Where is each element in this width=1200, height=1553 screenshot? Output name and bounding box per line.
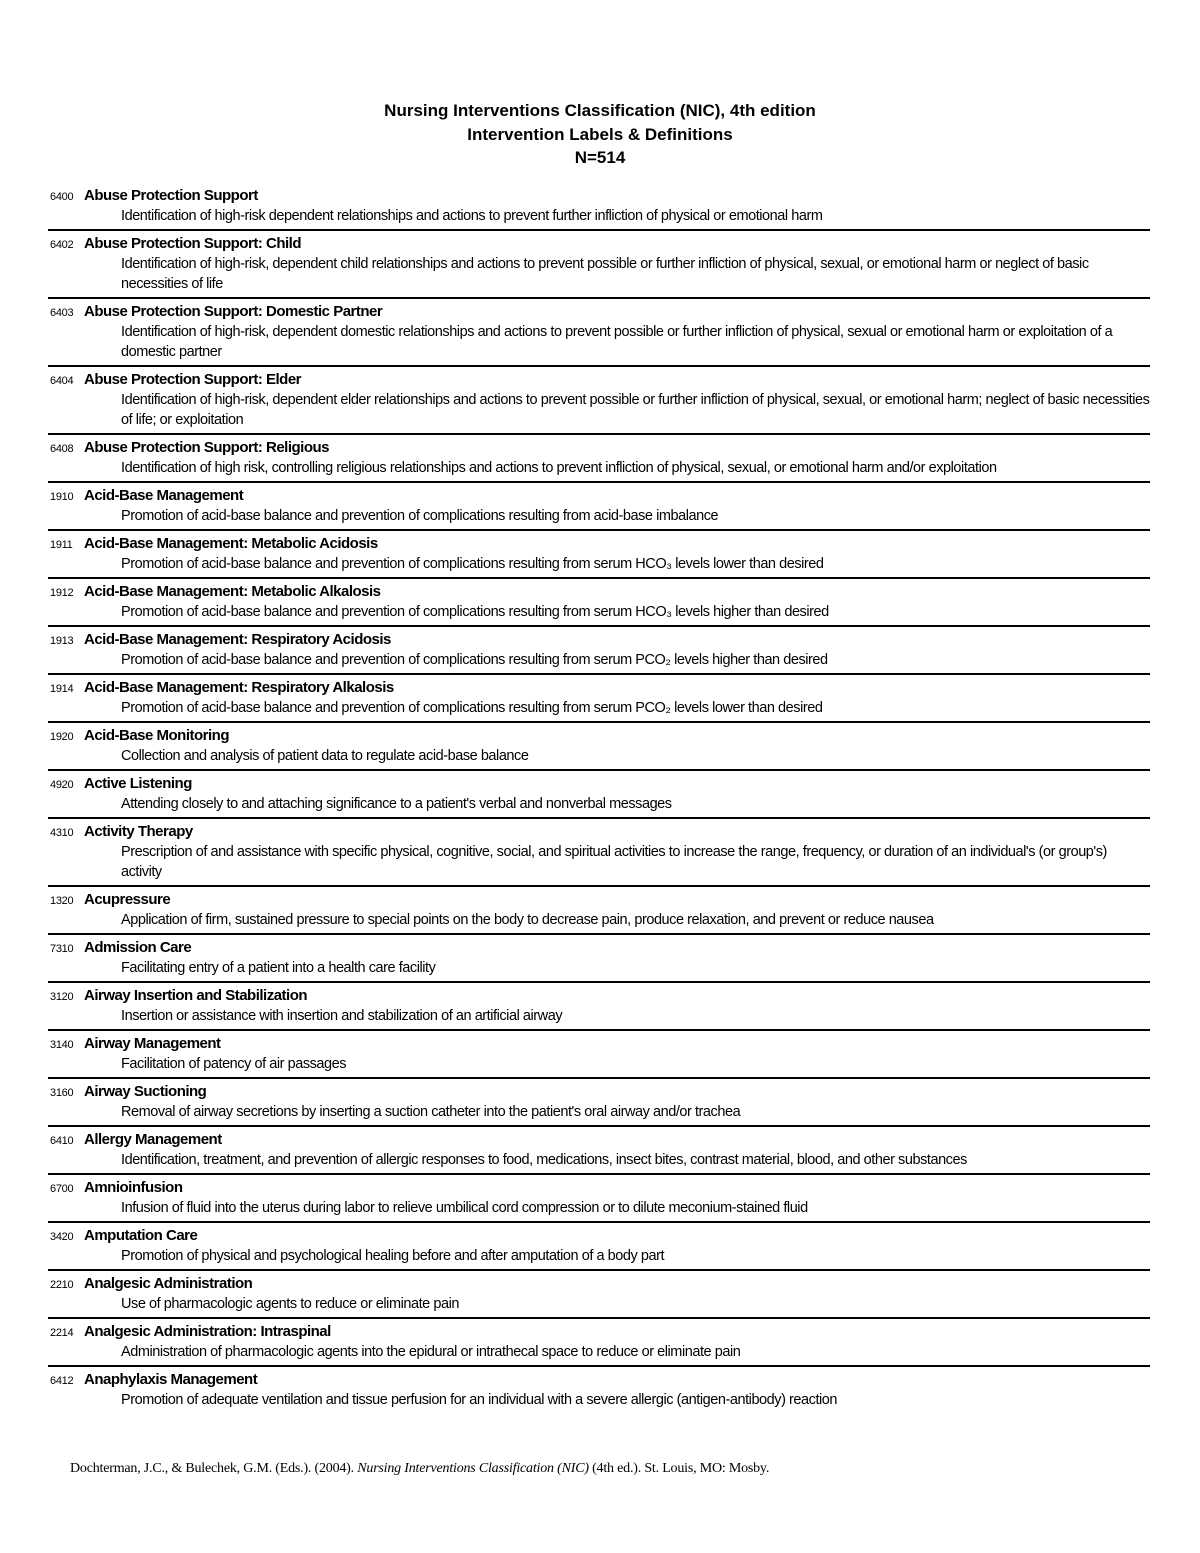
intervention-entry [48, 1033, 1150, 1079]
intervention-label: Anaphylaxis Management [84, 1370, 258, 1388]
entry-header [48, 1273, 1150, 1294]
entry-header [48, 1321, 1150, 1342]
intervention-definition: Removal of airway secretions by inserting a suction catheter into the patient's oral airway and/or trachea [121, 1103, 741, 1120]
intervention-definition: Promotion of acid-base balance and prevention of complications resulting from serum PCO₂ levels lower than desired [121, 699, 823, 716]
intervention-label: Amputation Care [84, 1226, 198, 1244]
intervention-code: 1911 [50, 538, 73, 551]
intervention-entry [48, 629, 1150, 675]
intervention-code: 6700 [50, 1182, 74, 1195]
title-line-1: Nursing Interventions Classification (NIC), 4th edition [384, 101, 816, 120]
intervention-label: Acid-Base Management: Metabolic Alkalosis [84, 582, 381, 600]
entry-header [48, 725, 1150, 746]
intervention-entry [48, 233, 1150, 299]
intervention-definition: Identification of high-risk, dependent elder relationships and actions to prevent possible or further infliction of physical, sexual, or emotional harm; neglect of basic necessities of life; or exploitation [121, 391, 1150, 428]
entry-header [48, 1369, 1150, 1390]
intervention-label: Allergy Management [84, 1130, 222, 1148]
intervention-label: Abuse Protection Support: Domestic Partner [84, 302, 383, 320]
intervention-code: 6403 [50, 306, 74, 319]
intervention-definition: Use of pharmacologic agents to reduce or eliminate pain [121, 1295, 459, 1312]
intervention-code: 7310 [50, 942, 74, 955]
intervention-label: Abuse Protection Support [84, 186, 258, 204]
intervention-code: 1320 [50, 894, 74, 907]
intervention-entry [48, 677, 1150, 723]
entry-header [48, 437, 1150, 458]
entry-header [48, 485, 1150, 506]
intervention-code: 6402 [50, 238, 74, 251]
intervention-definition: Identification of high-risk, dependent domestic relationships and actions to prevent possible or further infliction of physical, sexual or emotional harm or exploitation of a domestic partner [121, 323, 1113, 360]
entry-header [48, 985, 1150, 1006]
intervention-code: 1913 [50, 634, 74, 647]
intervention-definition: Prescription of and assistance with specific physical, cognitive, social, and spiritual activities to increase the range, frequency, or duration of an individual's (or group's) activity [121, 843, 1107, 880]
intervention-code: 6408 [50, 442, 74, 455]
intervention-definition: Infusion of fluid into the uterus during labor to relieve umbilical cord compression or to dilute meconium-stained fluid [121, 1199, 808, 1216]
intervention-entry [48, 937, 1150, 983]
intervention-definition: Promotion of acid-base balance and prevention of complications resulting from serum HCO₃ levels lower than desired [121, 555, 824, 572]
intervention-code: 6412 [50, 1374, 74, 1387]
intervention-code: 1912 [50, 586, 74, 599]
intervention-entry [48, 889, 1150, 935]
intervention-label: Acid-Base Monitoring [84, 726, 230, 744]
intervention-code: 3140 [50, 1038, 74, 1051]
intervention-label: Airway Management [84, 1034, 221, 1052]
intervention-label: Active Listening [84, 774, 192, 792]
intervention-entry [48, 485, 1150, 531]
reference-title: Nursing Interventions Classification (NIC) [357, 1460, 589, 1476]
intervention-definition: Promotion of acid-base balance and prevention of complications resulting from serum HCO₃ levels higher than desired [121, 603, 829, 620]
intervention-label: Acid-Base Management [84, 486, 244, 504]
intervention-label: Acid-Base Management: Respiratory Acidosis [84, 630, 391, 648]
intervention-entry [48, 533, 1150, 579]
intervention-label: Acid-Base Management: Metabolic Acidosis [84, 534, 378, 552]
entry-header [48, 1033, 1150, 1054]
intervention-label: Activity Therapy [84, 822, 193, 840]
intervention-definition: Facilitation of patency of air passages [121, 1055, 347, 1072]
intervention-definition: Attending closely to and attaching significance to a patient's verbal and nonverbal messages [121, 795, 672, 812]
intervention-list [48, 185, 1150, 1415]
intervention-code: 2210 [50, 1278, 74, 1291]
intervention-entry [48, 725, 1150, 771]
intervention-definition: Promotion of adequate ventilation and tissue perfusion for an individual with a severe allergic (antigen-antibody) reaction [121, 1391, 838, 1408]
document-title [0, 99, 1200, 170]
intervention-definition: Administration of pharmacologic agents into the epidural or intrathecal space to reduce or eliminate pain [121, 1343, 741, 1360]
intervention-label: Airway Suctioning [84, 1082, 207, 1100]
intervention-definition: Facilitating entry of a patient into a health care facility [121, 959, 436, 976]
title-line-3: N=514 [574, 148, 626, 167]
intervention-code: 3420 [50, 1230, 74, 1243]
intervention-label: Acid-Base Management: Respiratory Alkalosis [84, 678, 394, 696]
intervention-label: Airway Insertion and Stabilization [84, 986, 308, 1004]
entry-header [48, 937, 1150, 958]
intervention-code: 1920 [50, 730, 74, 743]
intervention-entry [48, 821, 1150, 887]
intervention-code: 1910 [50, 490, 74, 503]
intervention-label: Abuse Protection Support: Elder [84, 370, 302, 388]
entry-header [48, 369, 1150, 390]
intervention-entry [48, 985, 1150, 1031]
entry-header [48, 1177, 1150, 1198]
intervention-definition: Identification, treatment, and prevention of allergic responses to food, medications, insect bites, contrast material, blood, and other substances [121, 1151, 967, 1168]
intervention-entry [48, 1321, 1150, 1367]
intervention-label: Acupressure [84, 890, 171, 908]
intervention-code: 4310 [50, 826, 74, 839]
intervention-entry [48, 1273, 1150, 1319]
entry-header [48, 629, 1150, 650]
intervention-entry [48, 1369, 1150, 1413]
entry-header [48, 677, 1150, 698]
intervention-entry [48, 1081, 1150, 1127]
intervention-definition: Promotion of acid-base balance and prevention of complications resulting from acid-base imbalance [121, 507, 719, 524]
entry-header [48, 1225, 1150, 1246]
intervention-entry [48, 301, 1150, 367]
intervention-entry [48, 1225, 1150, 1271]
intervention-label: Abuse Protection Support: Religious [84, 438, 330, 456]
intervention-definition: Collection and analysis of patient data to regulate acid-base balance [121, 747, 529, 764]
reference-citation [70, 1460, 1200, 1518]
intervention-entry [48, 1129, 1150, 1175]
intervention-entry [48, 773, 1150, 819]
intervention-entry [48, 369, 1150, 435]
intervention-entry [48, 185, 1150, 231]
entry-header [48, 185, 1150, 206]
intervention-entry [48, 1177, 1150, 1223]
entry-header [48, 533, 1150, 554]
intervention-definition: Application of firm, sustained pressure to special points on the body to decrease pain, produce relaxation, and prevent or reduce nausea [121, 911, 934, 928]
intervention-code: 3160 [50, 1086, 74, 1099]
intervention-label: Abuse Protection Support: Child [84, 234, 301, 252]
entry-header [48, 301, 1150, 322]
intervention-code: 2214 [50, 1326, 74, 1339]
intervention-entry [48, 437, 1150, 483]
intervention-label: Amnioinfusion [84, 1178, 183, 1196]
intervention-label: Admission Care [84, 938, 192, 956]
intervention-label: Analgesic Administration: Intraspinal [84, 1322, 331, 1340]
intervention-code: 6410 [50, 1134, 74, 1147]
intervention-definition: Promotion of physical and psychological healing before and after amputation of a body part [121, 1247, 665, 1264]
intervention-code: 6404 [50, 374, 74, 387]
intervention-entry [48, 581, 1150, 627]
intervention-definition: Identification of high-risk dependent relationships and actions to prevent further infliction of physical or emotional harm [121, 207, 823, 224]
intervention-label: Analgesic Administration [84, 1274, 253, 1292]
intervention-code: 6400 [50, 190, 74, 203]
intervention-definition: Promotion of acid-base balance and prevention of complications resulting from serum PCO₂ levels higher than desired [121, 651, 828, 668]
entry-header [48, 581, 1150, 602]
entry-header [48, 1081, 1150, 1102]
intervention-code: 1914 [50, 682, 74, 695]
entry-header [48, 233, 1150, 254]
intervention-code: 4920 [50, 778, 74, 791]
entry-header [48, 821, 1150, 842]
title-line-2: Intervention Labels & Definitions [467, 124, 733, 144]
intervention-definition: Insertion or assistance with insertion and stabilization of an artificial airway [121, 1007, 563, 1024]
entry-header [48, 773, 1150, 794]
intervention-code: 3120 [50, 990, 74, 1003]
reference-publisher: (4th ed.). St. Louis, MO: Mosby. [588, 1460, 770, 1476]
intervention-definition: Identification of high-risk, dependent child relationships and actions to prevent possible or further infliction of physical, sexual, or emotional harm or neglect of basic necessities of life [121, 255, 1089, 292]
entry-header [48, 1129, 1150, 1150]
reference-authors: Dochterman, J.C., & Bulechek, G.M. (Eds.). (2004). [70, 1460, 358, 1476]
entry-header [48, 889, 1150, 910]
intervention-definition: Identification of high risk, controlling religious relationships and actions to prevent infliction of physical, sexual, or emotional harm and/or exploitation [121, 459, 997, 476]
